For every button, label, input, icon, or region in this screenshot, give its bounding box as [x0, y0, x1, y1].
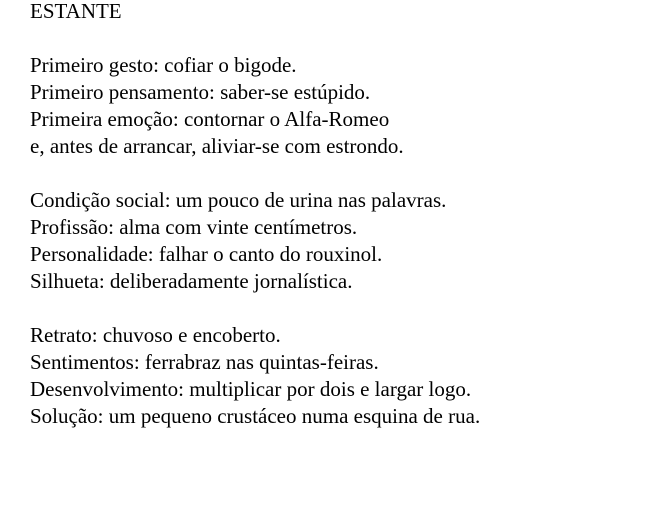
- poem-line: Desenvolvimento: multiplicar por dois e largar logo.: [30, 377, 472, 401]
- line-spacer: [30, 25, 626, 52]
- poem-line: Sentimentos: ferrabraz nas quintas-feiras.: [30, 350, 379, 374]
- poem-title: ESTANTE: [30, 0, 122, 23]
- line-spacer: [30, 295, 626, 322]
- poem-line: Primeira emoção: contornar o Alfa-Romeo: [30, 107, 390, 131]
- poem-content: [30, 0, 626, 430]
- poem-line: Primeiro gesto: cofiar o bigode.: [30, 53, 297, 77]
- poem-line: Condição social: um pouco de urina nas palavras.: [30, 188, 447, 212]
- poem-line: Personalidade: falhar o canto do rouxinol.: [30, 242, 383, 266]
- poem-line: e, antes de arrancar, aliviar-se com estrondo.: [30, 134, 404, 158]
- poem-line: Retrato: chuvoso e encoberto.: [30, 323, 281, 347]
- poem-line: Profissão: alma com vinte centímetros.: [30, 215, 358, 239]
- line-spacer: [30, 160, 626, 187]
- poem-line: Primeiro pensamento: saber-se estúpido.: [30, 80, 371, 104]
- poem-line: Solução: um pequeno crustáceo numa esquina de rua.: [30, 404, 481, 428]
- poem-line: Silhueta: deliberadamente jornalística.: [30, 269, 353, 293]
